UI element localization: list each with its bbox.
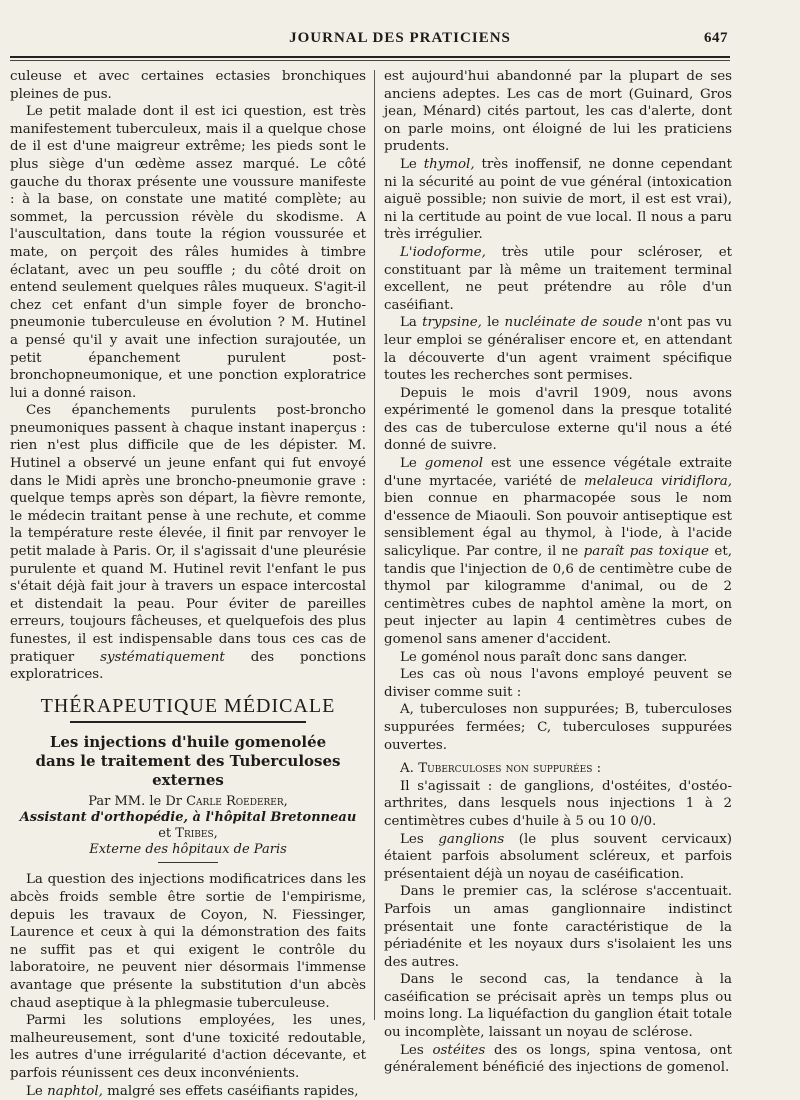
article-title-line: dans le traitement des Tuberculoses externes (10, 752, 366, 790)
paragraph (384, 156, 732, 244)
text-span: des os longs, spina ventosa, ont généralement bénéficié des injections de gomenol. (384, 1043, 732, 1076)
italic-text: ostéites (433, 1043, 486, 1058)
page-number: 647 (704, 30, 728, 47)
paragraph (384, 831, 732, 884)
paragraph: Dans le premier cas, la sclérose s'accentuait. Parfois un amas ganglionnaire indistinct présentait une fonte caractéristique de la périadénite et les noyaux durs s'isolaient les uns des autres. (384, 883, 732, 971)
text-span: et, tandis que l'injection de 0,6 de centimètre cube de thymol par kilogramme d'animal, ou de 2 centimètres cubes de naphtol amène la mort, on peut injecter au lapin 4 centimètres cubes de gomenol sans amener d'accident. (384, 544, 732, 647)
left-column (10, 68, 366, 1100)
italic-text: L'iodoforme, (400, 245, 486, 260)
paragraph (384, 455, 732, 649)
paragraph: Dans le second cas, la tendance à la caséification se précisait après un temps plus ou moins long. La liquéfaction du ganglion était totale ou incomplète, laissant un noyau de sclérose. (384, 971, 732, 1041)
text-span: Le (400, 157, 417, 172)
subsection-heading (384, 760, 732, 778)
author-affiliation: Externe des hôpitaux de Paris (10, 842, 366, 858)
authors-block (10, 794, 366, 858)
text-span: des ponctions exploratrices. (10, 650, 366, 683)
author-affiliation: Assistant d'orthopédie, à l'hôpital Bretonneau (10, 810, 366, 826)
paragraph: La question des injections modificatrices dans les abcès froids semble être sortie de l'empirisme, depuis les travaux de Coyon, N. Fiessinger, Laurence et ceux à qui la démonstration des faits ne suffit pas et qui exigent le contrôle du laboratoire, ne peuvent nier désormais l'immense avantage que présente la substitution d'un abcès chaud aseptique à la phlegmasie tuberculeuse. (10, 871, 366, 1012)
column-divider (374, 70, 375, 1020)
text-span: La (400, 315, 417, 330)
paragraph: Les cas où nous l'avons employé peuvent se diviser comme suit : (384, 666, 732, 701)
paragraph (384, 1042, 732, 1077)
article-title-line: Les injections d'huile gomenolée (10, 733, 366, 752)
italic-text: gomenol (425, 456, 483, 471)
paragraph: Le petit malade dont il est ici question, est très manifestement tuberculeux, mais il a quelque chose de il est d'une maigreur extrême; les pieds sont le plus siège d'un œdème assez marqué. Le côté gauche du thorax présente une voussure manifeste : à la base, on constate une matité complète; au sommet, la percussion révèle du skodisme. A l'auscultation, dans toute la région voussurée et mate, on perçoit des râles humides à timbre éclatant, avec un peu souffle ; du côté droit on entend seulement quelques râles muqueux. S'agit-il chez cet enfant d'un simple foyer de broncho-pneumonie tuberculeuse en évolution ? M. Hutinel a pensé qu'il y avait une infection surajoutée, un petit épanchement purulent post-bronchopneumonique, et une ponction exploratrice lui a donné raison. (10, 103, 366, 402)
paragraph (10, 1083, 366, 1100)
italic-text: melaleuca viridiflora, (584, 474, 732, 489)
text-span: Les (400, 1043, 424, 1058)
italic-text: ganglions (438, 832, 504, 847)
text-span: (le plus souvent cervicaux) étaient parfois absolument scléreux, et parfois présentaient déjà un noyau de caséification. (384, 832, 732, 882)
paragraph: A, tuberculoses non suppurées; B, tuberculoses suppurées fermées; C, tuberculoses suppurées ouvertes. (384, 701, 732, 754)
running-header (0, 30, 800, 52)
italic-text: naphtol, (47, 1084, 103, 1099)
paragraph: Le goménol nous paraît donc sans danger. (384, 649, 732, 667)
text-span: le (487, 315, 499, 330)
paragraph (384, 244, 732, 314)
journal-title: JOURNAL DES PRATICIENS (0, 30, 800, 47)
paragraph (10, 402, 366, 684)
paragraph: Parmi les solutions employées, les unes, malheureusement, sont d'une toxicité redoutable, les autres d'une irrégularité d'action décevante, et parfois réunissent ces deux inconvénients. (10, 1012, 366, 1082)
italic-text: thymol, (424, 157, 475, 172)
header-rule (10, 56, 730, 58)
byline-rule (158, 862, 218, 863)
section-rule (70, 721, 306, 723)
text-span: est une essence végétale extraite d'une myrtacée, variété de (384, 456, 732, 489)
right-column (384, 68, 732, 1077)
article-title (10, 733, 366, 790)
author-name: Carle Roederer, (186, 794, 288, 809)
section-heading: THÉRAPEUTIQUE MÉDICALE (10, 698, 366, 716)
paragraph (384, 314, 732, 384)
text-span: n'ont pas vu leur emploi se généraliser encore et, en attendant la découverte d'un agent vraiment spécifique toutes les recherches sont permises. (384, 315, 732, 383)
author-name: Tribes, (175, 826, 217, 841)
italic-text: trypsine, (422, 315, 482, 330)
italic-text: nucléinate de soude (505, 315, 643, 330)
text-span: malgré ses effets caséifiants rapides, (107, 1084, 358, 1099)
text-span: Ces épanchements purulents post-broncho pneumoniques passent à chaque instant inaperçus : rien n'est plus difficile que de les dépister. M. Hutinel a observé un jeune enfant qui fut envoyé dans le Midi après une broncho-pneumonie grave : quelque temps après son départ, la fièvre remonte, le médecin traitant pense à une rechute, et comme la température reste élevée, il finit par renvoyer le petit malade à Paris. Or, il s'agissait d'une pleurésie purulente et quand M. Hutinel revit l'enfant le pus s'était déjà fait jour à travers un espace intercostal et distendait la peau. Pour éviter de pareilles erreurs, toujours fâcheuses, et quelquefois des plus funestes, il est indispensable dans tous ces cas de pratiquer (10, 403, 366, 664)
authors-prefix: Par MM. le Dr (88, 794, 182, 809)
text-span: bien connue en pharmacopée sous le nom d'essence de Miaouli. Son pouvoir antiseptique est sensiblement égal au thymol, à l'iode, à l'acide salicylique. Par contre, il ne (384, 491, 732, 559)
text-span: Le (26, 1084, 43, 1099)
paragraph: culeuse et avec certaines ectasies bronchiques pleines de pus. (10, 68, 366, 103)
text-span: très inoffensif, ne donne cependant ni la sécurité au point de vue général (intoxication aiguë possible; non suivie de mort, il est est vrai), ni la certitude au point de vue local. Il nous a paru très irrégulier. (384, 157, 732, 242)
small-caps-text: Tuberculoses non suppurées : (418, 761, 601, 776)
header-rule-thin (10, 60, 730, 61)
italic-text: systématiquement (100, 650, 225, 665)
paragraph: est aujourd'hui abandonné par la plupart de ses anciens adeptes. Les cas de mort (Guinard, Gros jean, Ménard) cités partout, les cas d'alerte, dont on parle moins, ont éloigné de lui les praticiens prudents. (384, 68, 732, 156)
italic-text: paraît pas toxique (584, 544, 709, 559)
authors-conjunction: et (158, 826, 171, 841)
text-span: Le (400, 456, 417, 471)
text-span: A. (400, 761, 414, 776)
text-span: Les (400, 832, 424, 847)
paragraph: Il s'agissait : de ganglions, d'ostéites, d'ostéo-arthrites, dans lesquels nous injections 1 à 2 centimètres cubes d'huile à 5 ou 10 0/0. (384, 778, 732, 831)
paragraph: Depuis le mois d'avril 1909, nous avons expérimenté le gomenol dans la presque totalité des cas de tuberculose externe qu'il nous a été donné de suivre. (384, 385, 732, 455)
text-span: très utile pour scléroser, et constituant par là même un traitement terminal excellent, ne peut prétendre au rôle d'un caséifiant. (384, 245, 732, 313)
